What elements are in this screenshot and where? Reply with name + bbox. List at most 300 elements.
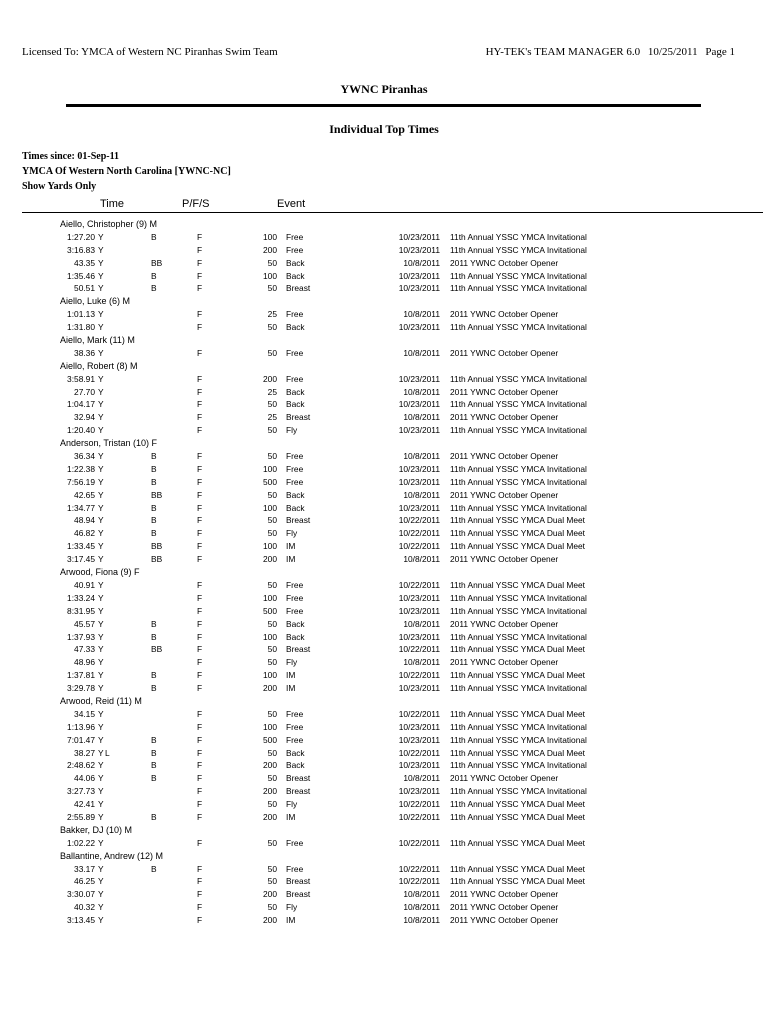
- distance: 50: [267, 489, 277, 500]
- stroke: Back: [286, 257, 305, 268]
- result-time: 32.94: [74, 412, 95, 423]
- swimmer-header: [0, 437, 768, 450]
- result-time: 50.51: [74, 283, 95, 294]
- meet-name: 11th Annual YSSC YMCA Invitational: [450, 399, 587, 410]
- result-row: [0, 759, 768, 772]
- distance: 25: [267, 412, 277, 423]
- pfs: F: [197, 631, 203, 642]
- result-time: 3:29.78: [67, 683, 95, 694]
- meet-name: 2011 YWNC October Opener: [450, 257, 559, 268]
- stroke: Free: [286, 721, 304, 732]
- pfs: F: [197, 515, 203, 526]
- course: Y: [98, 773, 104, 784]
- result-row: [0, 282, 768, 295]
- stroke: Free: [286, 708, 304, 719]
- distance: 200: [263, 889, 277, 900]
- meet-date: 10/22/2011: [398, 670, 440, 681]
- course: Y: [98, 451, 104, 462]
- meet-date: 10/23/2011: [398, 283, 440, 294]
- standard: B: [151, 528, 157, 539]
- course: Y: [98, 373, 104, 384]
- course: Y: [98, 786, 104, 797]
- result-time: 1:33.24: [67, 592, 95, 603]
- meet-name: 11th Annual YSSC YMCA Invitational: [450, 322, 587, 333]
- course: Y: [98, 554, 104, 565]
- result-row: [0, 270, 768, 283]
- meet-date: 10/8/2011: [403, 902, 440, 913]
- result-time: 1:13.96: [67, 721, 95, 732]
- meet-date: 10/22/2011: [398, 837, 440, 848]
- col-event: Event: [277, 198, 306, 210]
- distance: 50: [267, 347, 277, 358]
- times-since: Times since: 01-Sep-11: [22, 151, 120, 162]
- standard: B: [151, 683, 157, 694]
- course: Y: [98, 309, 104, 320]
- distance: 200: [263, 811, 277, 822]
- standard: B: [151, 502, 157, 513]
- distance: 200: [263, 373, 277, 384]
- meet-name: 2011 YWNC October Opener: [450, 309, 559, 320]
- pfs: F: [197, 786, 203, 797]
- course: Y: [98, 463, 104, 474]
- result-row: [0, 579, 768, 592]
- result-time: 42.65: [74, 489, 95, 500]
- meet-date: 10/23/2011: [398, 425, 440, 436]
- meet-date: 10/22/2011: [398, 579, 440, 590]
- meet-date: 10/23/2011: [398, 231, 440, 242]
- column-divider: [22, 212, 763, 213]
- course: Y: [98, 889, 104, 900]
- standard: B: [151, 773, 157, 784]
- swimmer-name: Arwood, Fiona (9) F: [60, 567, 140, 578]
- meet-date: 10/8/2011: [403, 618, 440, 629]
- result-time: 3:27.73: [67, 786, 95, 797]
- meet-name: 11th Annual YSSC YMCA Invitational: [450, 683, 587, 694]
- result-row: [0, 811, 768, 824]
- distance: 50: [267, 837, 277, 848]
- distance: 50: [267, 399, 277, 410]
- result-row: [0, 386, 768, 399]
- result-time: 1:37.93: [67, 631, 95, 642]
- distance: 200: [263, 915, 277, 926]
- meet-name: 11th Annual YSSC YMCA Dual Meet: [450, 863, 586, 874]
- result-time: 1:33.45: [67, 541, 95, 552]
- result-time: 1:34.77: [67, 502, 95, 513]
- swimmer-header: [0, 695, 768, 708]
- stroke: Free: [286, 579, 304, 590]
- result-time: 45.57: [74, 618, 95, 629]
- standard: B: [151, 515, 157, 526]
- course: Y: [98, 283, 104, 294]
- course: Y: [98, 644, 104, 655]
- meet-name: 11th Annual YSSC YMCA Invitational: [450, 605, 587, 616]
- pfs: F: [197, 592, 203, 603]
- course: Y: [98, 811, 104, 822]
- meet-date: 10/8/2011: [403, 309, 440, 320]
- stroke: Back: [286, 399, 305, 410]
- team-name: YMCA Of Western North Carolina [YWNC-NC]: [22, 166, 231, 177]
- license-line: Licensed To: YMCA of Western NC Piranhas Swim Team: [22, 46, 278, 58]
- distance: 50: [267, 902, 277, 913]
- course: Y: [98, 721, 104, 732]
- stroke: Free: [286, 863, 304, 874]
- stroke: Fly: [286, 528, 298, 539]
- course: Y: [98, 502, 104, 513]
- swimmer-name: Anderson, Tristan (10) F: [60, 438, 158, 449]
- meet-date: 10/8/2011: [403, 657, 440, 668]
- course: Y: [98, 760, 104, 771]
- result-row: [0, 901, 768, 914]
- result-time: 38.36: [74, 347, 95, 358]
- result-row: [0, 502, 768, 515]
- meet-name: 11th Annual YSSC YMCA Dual Meet: [450, 876, 586, 887]
- meet-name: 11th Annual YSSC YMCA Invitational: [450, 502, 587, 513]
- stroke: Breast: [286, 876, 311, 887]
- distance: 200: [263, 786, 277, 797]
- result-row: [0, 450, 768, 463]
- pfs: F: [197, 451, 203, 462]
- pfs: F: [197, 541, 203, 552]
- meet-name: 2011 YWNC October Opener: [450, 915, 559, 926]
- result-time: 1:35.46: [67, 270, 95, 281]
- meet-name: 11th Annual YSSC YMCA Dual Meet: [450, 837, 586, 848]
- meet-name: 11th Annual YSSC YMCA Invitational: [450, 244, 587, 255]
- pfs: F: [197, 412, 203, 423]
- meet-name: 11th Annual YSSC YMCA Invitational: [450, 283, 587, 294]
- stroke: Free: [286, 244, 304, 255]
- standard: B: [151, 618, 157, 629]
- course: Y: [98, 708, 104, 719]
- distance: 50: [267, 515, 277, 526]
- meet-date: 10/23/2011: [398, 683, 440, 694]
- swimmer-name: Aiello, Christopher (9) M: [60, 219, 158, 229]
- stroke: IM: [286, 554, 296, 565]
- filter-label: Show Yards Only: [22, 181, 97, 192]
- distance: 200: [263, 683, 277, 694]
- pfs: F: [197, 322, 203, 333]
- meet-name: 11th Annual YSSC YMCA Dual Meet: [450, 747, 586, 758]
- result-row: [0, 231, 768, 244]
- pfs: F: [197, 347, 203, 358]
- standard: BB: [151, 489, 163, 500]
- title-divider: [66, 104, 701, 107]
- stroke: IM: [286, 811, 296, 822]
- meet-name: 11th Annual YSSC YMCA Dual Meet: [450, 541, 586, 552]
- course: Y: [98, 670, 104, 681]
- result-time: 1:31.80: [67, 322, 95, 333]
- swimmer-name: Aiello, Robert (8) M: [60, 360, 138, 371]
- distance: 100: [263, 502, 277, 513]
- distance: 100: [263, 631, 277, 642]
- results-list: [0, 218, 768, 927]
- result-row: [0, 347, 768, 360]
- swimmer-header: [0, 295, 768, 308]
- result-row: [0, 411, 768, 424]
- course: Y: [98, 541, 104, 552]
- distance: 50: [267, 451, 277, 462]
- stroke: IM: [286, 683, 296, 694]
- stroke: Breast: [286, 283, 311, 294]
- result-time: 27.70: [74, 386, 95, 397]
- stroke: Free: [286, 734, 304, 745]
- result-row: [0, 734, 768, 747]
- course: Y: [98, 244, 104, 255]
- pfs: F: [197, 670, 203, 681]
- pfs: F: [197, 915, 203, 926]
- course: Y: [98, 322, 104, 333]
- report-header-info: [481, 46, 735, 58]
- pfs: F: [197, 489, 203, 500]
- meet-date: 10/8/2011: [403, 347, 440, 358]
- course: Y: [98, 257, 104, 268]
- distance: 100: [263, 270, 277, 281]
- team-title: YWNC Piranhas: [340, 82, 428, 96]
- flag: L: [105, 747, 110, 758]
- meet-date: 10/8/2011: [403, 257, 440, 268]
- result-time: 48.94: [74, 515, 95, 526]
- course: Y: [98, 915, 104, 926]
- course: Y: [98, 837, 104, 848]
- result-row: [0, 463, 768, 476]
- swimmer-header: [0, 360, 768, 373]
- stroke: Breast: [286, 412, 311, 423]
- distance: 100: [263, 231, 277, 242]
- meet-name: 11th Annual YSSC YMCA Invitational: [450, 476, 587, 487]
- meet-name: 2011 YWNC October Opener: [450, 889, 559, 900]
- result-row: [0, 682, 768, 695]
- meet-date: 10/23/2011: [398, 476, 440, 487]
- stroke: Fly: [286, 657, 298, 668]
- meet-date: 10/23/2011: [398, 373, 440, 384]
- meet-name: 11th Annual YSSC YMCA Dual Meet: [450, 811, 586, 822]
- result-row: [0, 643, 768, 656]
- pfs: F: [197, 502, 203, 513]
- pfs: F: [197, 657, 203, 668]
- pfs: F: [197, 528, 203, 539]
- meet-date: 10/8/2011: [403, 889, 440, 900]
- result-row: [0, 540, 768, 553]
- result-row: [0, 308, 768, 321]
- pfs: F: [197, 837, 203, 848]
- meet-date: 10/8/2011: [403, 554, 440, 565]
- result-time: 3:16.83: [67, 244, 95, 255]
- stroke: Back: [286, 747, 305, 758]
- course: Y: [98, 618, 104, 629]
- result-row: [0, 708, 768, 721]
- meet-date: 10/22/2011: [398, 528, 440, 539]
- distance: 50: [267, 773, 277, 784]
- result-time: 38.27: [74, 747, 95, 758]
- result-row: [0, 772, 768, 785]
- meet-name: 11th Annual YSSC YMCA Dual Meet: [450, 515, 586, 526]
- course: Y: [98, 270, 104, 281]
- meet-name: 11th Annual YSSC YMCA Dual Meet: [450, 799, 586, 810]
- distance: 50: [267, 618, 277, 629]
- pfs: F: [197, 579, 203, 590]
- meet-name: 11th Annual YSSC YMCA Dual Meet: [450, 644, 586, 655]
- result-row: [0, 656, 768, 669]
- swimmer-name: Arwood, Reid (11) M: [60, 695, 142, 706]
- stroke: Back: [286, 489, 305, 500]
- course: Y: [98, 231, 104, 242]
- stroke: Breast: [286, 786, 311, 797]
- meet-name: 2011 YWNC October Opener: [450, 902, 559, 913]
- meet-name: 11th Annual YSSC YMCA Dual Meet: [450, 579, 586, 590]
- standard: B: [151, 451, 157, 462]
- pfs: F: [197, 231, 203, 242]
- pfs: F: [197, 863, 203, 874]
- stroke: Back: [286, 270, 305, 281]
- stroke: Free: [286, 476, 304, 487]
- swimmer-name: Aiello, Mark (11) M: [60, 335, 135, 346]
- result-row: [0, 398, 768, 411]
- result-time: 1:22.38: [67, 463, 95, 474]
- meet-name: 11th Annual YSSC YMCA Invitational: [450, 592, 587, 603]
- result-time: 1:02.22: [67, 837, 95, 848]
- course: Y: [98, 476, 104, 487]
- stroke: Fly: [286, 425, 298, 436]
- result-row: [0, 837, 768, 850]
- pfs: F: [197, 399, 203, 410]
- stroke: IM: [286, 541, 296, 552]
- meet-date: 10/8/2011: [403, 773, 440, 784]
- pfs: F: [197, 244, 203, 255]
- page-number: Page 1: [705, 46, 735, 58]
- standard: B: [151, 670, 157, 681]
- distance: 200: [263, 554, 277, 565]
- distance: 50: [267, 425, 277, 436]
- distance: 50: [267, 644, 277, 655]
- standard: B: [151, 283, 157, 294]
- pfs: F: [197, 257, 203, 268]
- result-row: [0, 669, 768, 682]
- stroke: Free: [286, 309, 304, 320]
- result-row: [0, 631, 768, 644]
- meet-date: 10/23/2011: [398, 721, 440, 732]
- result-time: 46.82: [74, 528, 95, 539]
- distance: 100: [263, 721, 277, 732]
- result-time: 2:55.89: [67, 811, 95, 822]
- result-row: [0, 914, 768, 927]
- pfs: F: [197, 708, 203, 719]
- report-title: Individual Top Times: [329, 122, 439, 136]
- meet-date: 10/8/2011: [403, 412, 440, 423]
- result-row: [0, 514, 768, 527]
- result-time: 34.15: [74, 708, 95, 719]
- meet-name: 11th Annual YSSC YMCA Invitational: [450, 373, 587, 384]
- meet-name: 2011 YWNC October Opener: [450, 489, 559, 500]
- stroke: Free: [286, 451, 304, 462]
- result-row: [0, 373, 768, 386]
- meet-name: 2011 YWNC October Opener: [450, 618, 559, 629]
- meet-date: 10/22/2011: [398, 799, 440, 810]
- meet-name: 2011 YWNC October Opener: [450, 773, 559, 784]
- col-pfs: P/F/S: [182, 198, 210, 210]
- course: Y: [98, 515, 104, 526]
- result-time: 47.33: [74, 644, 95, 655]
- distance: 50: [267, 528, 277, 539]
- stroke: Back: [286, 386, 305, 397]
- result-time: 46.25: [74, 876, 95, 887]
- course: Y: [98, 631, 104, 642]
- result-row: [0, 244, 768, 257]
- distance: 100: [263, 592, 277, 603]
- distance: 50: [267, 257, 277, 268]
- distance: 50: [267, 863, 277, 874]
- pfs: F: [197, 476, 203, 487]
- result-time: 48.96: [74, 657, 95, 668]
- course: Y: [98, 412, 104, 423]
- meet-date: 10/22/2011: [398, 541, 440, 552]
- distance: 200: [263, 244, 277, 255]
- pfs: F: [197, 876, 203, 887]
- meet-name: 11th Annual YSSC YMCA Invitational: [450, 721, 587, 732]
- result-row: [0, 618, 768, 631]
- stroke: Back: [286, 631, 305, 642]
- stroke: Free: [286, 592, 304, 603]
- pfs: F: [197, 554, 203, 565]
- meet-date: 10/22/2011: [398, 708, 440, 719]
- meet-date: 10/8/2011: [403, 489, 440, 500]
- result-time: 8:31.95: [67, 605, 95, 616]
- stroke: Back: [286, 760, 305, 771]
- stroke: Back: [286, 322, 305, 333]
- standard: BB: [151, 644, 163, 655]
- result-time: 1:01.13: [67, 309, 95, 320]
- pfs: F: [197, 747, 203, 758]
- result-time: 44.06: [74, 773, 95, 784]
- meet-date: 10/23/2011: [398, 463, 440, 474]
- course: Y: [98, 528, 104, 539]
- result-row: [0, 592, 768, 605]
- stroke: Breast: [286, 644, 311, 655]
- pfs: F: [197, 683, 203, 694]
- distance: 500: [263, 734, 277, 745]
- meet-date: 10/23/2011: [398, 734, 440, 745]
- distance: 50: [267, 657, 277, 668]
- pfs: F: [197, 605, 203, 616]
- meet-date: 10/22/2011: [398, 876, 440, 887]
- distance: 500: [263, 476, 277, 487]
- distance: 50: [267, 283, 277, 294]
- meet-name: 11th Annual YSSC YMCA Dual Meet: [450, 528, 586, 539]
- distance: 25: [267, 386, 277, 397]
- pfs: F: [197, 463, 203, 474]
- meet-date: 10/22/2011: [398, 811, 440, 822]
- meet-name: 2011 YWNC October Opener: [450, 554, 559, 565]
- result-time: 2:48.62: [67, 760, 95, 771]
- result-time: 3:58.91: [67, 373, 95, 384]
- distance: 200: [263, 760, 277, 771]
- result-time: 7:01.47: [67, 734, 95, 745]
- pfs: F: [197, 644, 203, 655]
- swimmer-name: Ballantine, Andrew (12) M: [60, 850, 164, 861]
- stroke: Free: [286, 373, 304, 384]
- result-row: [0, 476, 768, 489]
- pfs: F: [197, 270, 203, 281]
- result-time: 40.32: [74, 902, 95, 913]
- pfs: F: [197, 721, 203, 732]
- meet-date: 10/23/2011: [398, 786, 440, 797]
- result-row: [0, 863, 768, 876]
- distance: 50: [267, 322, 277, 333]
- result-time: 42.41: [74, 799, 95, 810]
- stroke: Free: [286, 605, 304, 616]
- meet-date: 10/8/2011: [403, 451, 440, 462]
- standard: B: [151, 476, 157, 487]
- meet-date: 10/8/2011: [403, 386, 440, 397]
- standard: BB: [151, 257, 163, 268]
